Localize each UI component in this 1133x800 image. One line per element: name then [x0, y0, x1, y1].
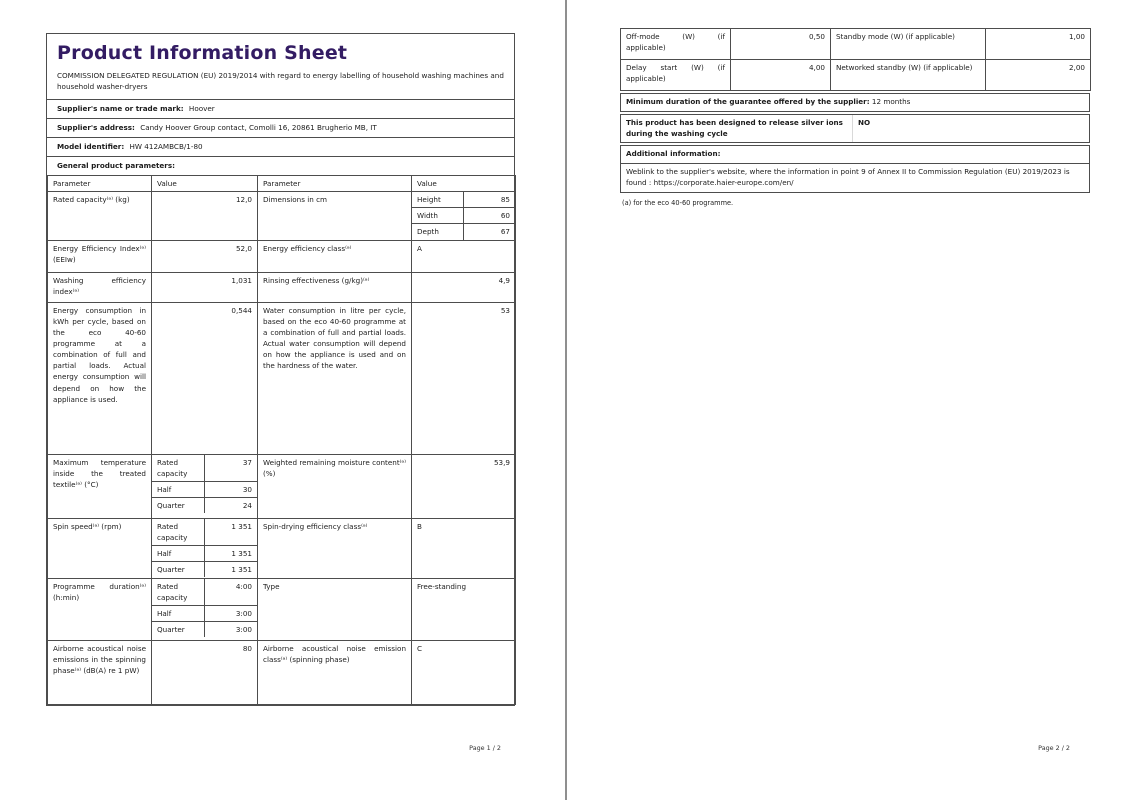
- param-off-mode: Off-mode (W) (if applicable): [621, 29, 731, 60]
- value-rinsing-effectiveness: 4,9: [412, 272, 516, 302]
- table-row-spin-speed: [48, 518, 516, 578]
- temp-half-value: 30: [205, 481, 258, 497]
- programme-duration-subtable-cell: [152, 578, 258, 640]
- supplier-address-value: Candy Hoover Group contact, Comolli 16, 20861 Brugherio MB, IT: [140, 122, 377, 132]
- supplier-name-value: Hoover: [188, 103, 215, 113]
- table-row-energy-water-consumption: [48, 302, 516, 454]
- spin-quarter-label: Quarter: [152, 562, 205, 578]
- value-noise-class: C: [412, 640, 516, 704]
- value-washing-efficiency: 1,031: [152, 272, 258, 302]
- param-networked-standby: Networked standby (W) (if applicable): [831, 60, 986, 91]
- duration-rated-label: Rated capacity: [152, 579, 205, 606]
- value-noise-emissions: 80: [152, 640, 258, 704]
- temp-rated-label: Rated capacity: [152, 455, 205, 482]
- additional-information-section: [620, 145, 1090, 192]
- temp-quarter-value: 24: [242, 501, 252, 510]
- page-2-footer: Page 2 / 2: [1038, 744, 1070, 752]
- value-standby-mode: 1,00: [986, 29, 1091, 60]
- col-header-value-1: Value: [152, 175, 258, 191]
- table-row-noise: [48, 640, 516, 704]
- spin-half-label: Half: [152, 545, 205, 561]
- model-identifier-label: Model identifier:: [57, 141, 125, 151]
- programme-duration-subtable: [152, 579, 257, 638]
- param-noise-class: Airborne acoustical noise emission class⁽ᵃ⁾ (spinning phase): [258, 640, 412, 704]
- temp-rated-value: 37: [205, 455, 258, 482]
- param-spin-speed: Spin speed⁽ᵃ⁾ (rpm): [48, 518, 152, 578]
- page-title: Product Information Sheet: [57, 42, 348, 64]
- dim-height-value: 85: [464, 192, 516, 208]
- supplier-name-label: Supplier's name or trade mark:: [57, 103, 184, 113]
- table-row-washing-efficiency: [48, 272, 516, 302]
- regulation-text: COMMISSION DELEGATED REGULATION (EU) 2019/2014 with regard to energy labelling of household washing machines and household washer-dryers: [57, 71, 504, 91]
- param-max-temperature: Maximum temperature inside the treated textile⁽ᵃ⁾ (°C): [48, 454, 152, 518]
- param-spin-drying-class: Spin-drying efficiency class⁽ᵃ⁾: [258, 518, 412, 578]
- page-separator-line: [565, 0, 567, 800]
- param-eei: Energy Efficiency Index⁽ᵃ⁾ (EEIw): [48, 240, 152, 272]
- value-delay-start: 4,00: [731, 60, 831, 91]
- dim-height-label: Height: [412, 192, 464, 208]
- param-energy-class: Energy efficiency class⁽ᵃ⁾: [258, 240, 412, 272]
- param-noise-emissions: Airborne acoustical noise emissions in the spinning phase⁽ᵃ⁾ (dB(A) re 1 pW): [48, 640, 152, 704]
- value-energy-consumption: 0,544: [152, 302, 258, 454]
- general-parameters-heading: General product parameters:: [47, 156, 514, 175]
- supplier-address-label: Supplier's address:: [57, 122, 135, 132]
- param-remaining-moisture: Weighted remaining moisture content⁽ᵃ⁾ (%): [258, 454, 412, 518]
- value-networked-standby: 2,00: [986, 60, 1091, 91]
- spin-rated-value: 1 351: [205, 519, 258, 546]
- col-header-value-2: Value: [412, 175, 516, 191]
- param-dimensions: Dimensions in cm: [258, 192, 412, 240]
- spin-half-value: 1 351: [205, 545, 258, 561]
- guarantee-label: Minimum duration of the guarantee offered by the supplier:: [626, 97, 870, 106]
- table-row-rated-capacity: [48, 192, 516, 240]
- dim-width-value: 60: [464, 208, 516, 224]
- param-delay-start: Delay start (W) (if applicable): [621, 60, 731, 91]
- col-header-parameter-1: Parameter: [48, 175, 152, 191]
- duration-half-label: Half: [152, 605, 205, 621]
- general-parameters-table: [47, 175, 516, 705]
- table-header-row: [48, 175, 516, 191]
- product-information-sheet-page-2: [620, 28, 1090, 207]
- max-temperature-subtable: [152, 455, 257, 514]
- temp-quarter-label: Quarter: [152, 498, 205, 514]
- silver-ions-value: NO: [858, 117, 871, 127]
- sheet-header: [47, 34, 514, 99]
- table-row-eei: [48, 240, 516, 272]
- supplier-name-row: [47, 99, 514, 118]
- duration-quarter-label: Quarter: [152, 622, 205, 638]
- max-temperature-subtable-cell: [152, 454, 258, 518]
- silver-ions-label: This product has been designed to release silver ions during the washing cycle: [621, 115, 853, 143]
- weblink-text: Weblink to the supplier's website, where the information in point 9 of Annex II to Commission Regulation (EU) 2019/2023 is found :: [626, 167, 1070, 187]
- guarantee-row: [620, 93, 1090, 112]
- model-identifier-value: HW 412AMBCB/1-80: [129, 141, 203, 151]
- dimensions-subtable-cell: [412, 192, 516, 240]
- guarantee-value: 12 months: [871, 97, 911, 106]
- duration-rated-value: 4:00: [205, 579, 258, 606]
- weblink-row: [621, 163, 1089, 192]
- value-eei: 52,0: [152, 240, 258, 272]
- additional-information-heading: Additional information:: [626, 149, 721, 159]
- table-row-programme-duration: [48, 578, 516, 640]
- value-energy-class: A: [412, 240, 516, 272]
- silver-ions-row: [620, 114, 1090, 144]
- param-energy-consumption: Energy consumption in kWh per cycle, based on the eco 40-60 programme at a combination of full and partial loads. Actual energy consumption will depend on how the appliance is used.: [48, 302, 152, 454]
- dimensions-subtable: [412, 192, 515, 239]
- value-type: Free-standing: [412, 578, 516, 640]
- power-modes-table: [620, 28, 1091, 91]
- value-off-mode: 0,50: [731, 29, 831, 60]
- spin-speed-subtable: [152, 519, 257, 578]
- duration-quarter-value: 3:00: [235, 625, 252, 634]
- value-rated-capacity: 12,0: [152, 192, 258, 240]
- dim-depth-label: Depth: [412, 224, 464, 240]
- param-standby-mode: Standby mode (W) (if applicable): [831, 29, 986, 60]
- dim-depth-value: 67: [500, 227, 510, 237]
- page-1-footer: Page 1 / 2: [469, 744, 501, 752]
- value-remaining-moisture: 53,9: [412, 454, 516, 518]
- param-rinsing-effectiveness: Rinsing effectiveness (g/kg)⁽ᵃ⁾: [258, 272, 412, 302]
- spin-speed-subtable-cell: [152, 518, 258, 578]
- spin-quarter-value: 1 351: [231, 565, 252, 574]
- param-water-consumption: Water consumption in litre per cycle, based on the eco 40-60 programme at a combination of full and partial loads. Actual water consumption will depend on how the appliance is used and on the hardness of the water.: [258, 302, 412, 454]
- duration-half-value: 3:00: [205, 605, 258, 621]
- table-row-delay-start: [621, 60, 1091, 91]
- table-row-max-temperature: [48, 454, 516, 518]
- dim-width-label: Width: [412, 208, 464, 224]
- temp-half-label: Half: [152, 481, 205, 497]
- supplier-address-row: [47, 118, 514, 137]
- value-spin-drying-class: B: [412, 518, 516, 578]
- value-water-consumption: 53: [412, 302, 516, 454]
- col-header-parameter-2: Parameter: [258, 175, 412, 191]
- param-programme-duration: Programme duration⁽ᵃ⁾ (h:min): [48, 578, 152, 640]
- table-row-off-mode: [621, 29, 1091, 60]
- product-information-sheet-page-1: [46, 33, 515, 706]
- param-rated-capacity: Rated capacity⁽ᵃ⁾ (kg): [48, 192, 152, 240]
- weblink-url[interactable]: https://corporate.haier-europe.com/en/: [653, 177, 794, 187]
- model-identifier-row: [47, 137, 514, 156]
- param-washing-efficiency: Washing efficiency index⁽ᵃ⁾: [48, 272, 152, 302]
- footnote-eco-programme: (a) for the eco 40-60 programme.: [622, 198, 734, 207]
- spin-rated-label: Rated capacity: [152, 519, 205, 546]
- param-type: Type: [258, 578, 412, 640]
